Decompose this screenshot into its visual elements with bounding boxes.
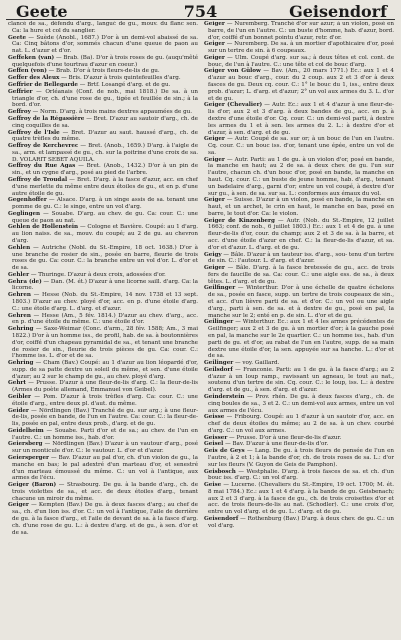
armorial-entry	[8, 502, 198, 536]
armorial-entry	[8, 109, 198, 116]
armorial-entry	[204, 516, 394, 530]
armorial-entry	[8, 408, 198, 428]
armorial-entry	[204, 414, 394, 434]
entry-blazon: — Cham (Bav.) Coupé: au 1 d'azur au lion léopardé d'or, supp. de sa patte dextre un soleil du même, et sen. d'une étoile d'azur; au 2 sur le champ de gu., au chev. ployé d'arg.	[12, 360, 198, 380]
entry-blazon: — Winterthur. Ec.: aux 1 et 4 les armes précédentes de Geilfinger; aux 2 et 3 de gu. à un mortier d'or; à la gauche posé en pal, la manche sur le 2e quartier. C.: un homme iss., hab. d'un parti de gu. et d'or, au rabat de l'un en l'autre, supp. de sa main dextre une étoile d'or, la sen. appuyée sur sa hanche. L.: d'or et de sa.	[208, 319, 394, 360]
entry-headword: Geffer des Aleux	[8, 75, 60, 82]
header-last-headword: Geisendorf	[289, 2, 387, 21]
armorial-entry	[8, 272, 198, 279]
entry-blazon: — Suisse. D'azur à un violon, posé en bande, la manche en haut, et un archet, le crin en haut, le manche en bas, posé en barre, le tout d'or. Ca: le violon.	[208, 197, 394, 217]
entry-blazon: — Strasbourg. De gu. à la bande d'arg., ch. de trois violettes de sa., et acc. de deux étoiles d'arg., tenant chacune un miroir du même.	[12, 482, 198, 502]
entry-blazon: — Prov. rhén. De gu. à deux fasces d'arg., ch. de cinq boules de sa., 3 et 2. C.: un demi-vol aux armes, entre un vol aux armes de l'écu.	[208, 393, 394, 414]
entry-blazon: — Lucerne. (Chevaliers du St.-Empire, 19 oct. 1700; M. ét. 8 mai 1784.) Ec.: aux 1 et 4 d'arg. à la bande de gu. Geisbenach; aux 2 et 3 d'arg. à la fasce de gu., ch. de trois croisettes d'or et acc. de trois fleurs-de-lis au nat. (Schodler). C.: une croix d'or, entre un vol d'arg. et de gu. L.: d'arg. et de gu.	[208, 482, 394, 516]
armorial-entry	[204, 136, 394, 156]
entry-headword: Geiersberg	[8, 441, 43, 448]
armorial-entry	[204, 68, 394, 102]
armorial-entry	[8, 75, 198, 82]
entry-headword: Geigy	[204, 251, 222, 258]
entry-headword: Geilinger	[204, 360, 234, 367]
entry-headword: Gehrt	[8, 380, 26, 387]
armorial-entry	[204, 448, 394, 468]
entry-blazon: — Hesse (Nob. du St.-Empire, 14 nov. 1738 et 13 sept. 1803.) D'azur au chev. ployé d'or, acc. en p. d'une étoile d'arg. C.: une étoile d'arg. L. d'arg. et d'azur.	[12, 292, 198, 312]
entry-headword: Geis de Geys	[204, 448, 245, 455]
entry-blazon: — Pom. D'azur à trois trèfles d'arg. Ca: cour. C.: une étoile d'arg., entre deux pl. d'aut. du même.	[12, 393, 198, 407]
entry-blazon: — Nuremberg. De sa. à un mortier d'apothicaire d'or, posé sur un tertre de sin. à 6 coupeaux.	[208, 41, 394, 55]
armorial-entry	[8, 163, 198, 177]
entry-headword: Geilsdorf	[204, 366, 233, 373]
armorial-entry	[8, 130, 198, 144]
entry-headword: Geiger	[204, 54, 225, 61]
entry-headword: Geiger	[204, 41, 225, 48]
entry-blazon: — Cologne et Bavière. Coupé: au 1 d'arg. au lion naiss. de sa., mouv. du coupé; au 2 de gu. au chevron d'arg.	[12, 224, 198, 244]
entry-blazon: — Bret. (Anob., 1432.) D'or à un pin de sin., et un cygne d'arg., posé au pied de l'arbre.	[12, 163, 198, 177]
entry-headword: Geffroy de Troudal	[8, 176, 68, 183]
armorial-entry	[204, 394, 394, 414]
entry-headword: Geffen (von)	[8, 68, 47, 75]
armorial-entry	[204, 55, 394, 69]
entry-headword: Geffroy de la Régassière	[8, 115, 85, 122]
entry-blazon: — Bret. D'azur au saut. haussé d'arg., ch. de quatre trèfles du même.	[12, 129, 198, 143]
running-header	[0, 2, 401, 20]
entry-blazon: — Franconie. Parti: au 1 de gu. à la fasce d'arg.; au 2 d'azur à un loup ramp., ravissant un agneau, le tout au nat., soutenu d'un tertre de sin. Cq. cour. C.: le loup, iss. L.: à dextre d'arg. et de gu., à sen. d'arg. et d'azur.	[208, 366, 394, 394]
entry-headword: Gehring	[8, 360, 34, 367]
entry-headword: Geffeken (van)	[8, 54, 55, 61]
entry-blazon: — Norm. D'arg. à trois mains dextres appaumées de gu.	[32, 109, 193, 116]
entry-blazon: — Saxe-Weimar (Conc. d'arm., 28 fév. 1588; Am., 3 mai 1822.) D'or à un homme iss., de profil, hab. de sa. à boutonnières d'or, coiffé d'un chapeau pyramidal de sa., et tenant une branche de rosier de sin., fleurie de trois pièces de gu. Ca: cour. C.: l'homme iss. L. d'or et de sa.	[12, 326, 198, 360]
armorial-entry	[8, 21, 198, 35]
entry-blazon: — Bret. D'azur au sautoir d'arg., ch. de cinq coquilles de sa.	[12, 115, 198, 129]
entry-headword: Geiger	[204, 265, 225, 272]
entry-headword: Gehlen	[8, 244, 31, 251]
armorial-entry	[8, 279, 198, 293]
entry-blazon: — Orléanais (Conf. de nob., mai 1818.) De sa. à un triangle d'or, ch. d'une rose de gu., tigée et feuillée de sin.; à la bord. d'or.	[12, 88, 198, 109]
entry-headword: Geisse	[204, 414, 225, 421]
entry-blazon: — Bav. D'azur à une fleur-de-lis d'or.	[225, 441, 329, 448]
entry-blazon: — Hesse (Am., 5 fév. 1814.) D'azur au chev. d'arg., acc. en p. d'une étoile du même. C.: une étoile d'or.	[12, 312, 198, 326]
armorial-entry	[8, 292, 198, 312]
armorial-entry	[8, 224, 198, 244]
armorial-entry	[8, 380, 198, 394]
entry-blazon: — Bret. D'arg. à la fasce d'azur, acc. en chef d'une merlette du même entre deux étoiles de gu., et en p. d'une autre étoile de gu.	[12, 176, 198, 197]
entry-headword: Gehring	[8, 326, 34, 333]
armorial-entry	[8, 143, 198, 163]
entry-blazon: — Prusse. D'or à une fleur-de-lis d'azur.	[229, 434, 342, 441]
armorial-entry	[204, 41, 394, 55]
entry-blazon: — voy. Gaillard.	[234, 360, 280, 367]
entry-blazon: — Bav. (Am., 20 mars 1771.) Ec.: aux 1 et 4 d'azur au bouc d'arg., cour. du 2 coup. aux 2 et 3 d'or à deux fasces de gu. Deux cq. cour. C.: 1° le bouc du 1, iss., entre deux prob. d'azur; L. d'arg. et d'azur; 2° un vol aux armes du 3. L. d'or et de gu.	[208, 68, 394, 102]
armorial-entry	[204, 319, 394, 360]
armorial-entry	[8, 482, 198, 502]
entry-blazon: — Dan. (M. ét.) D'azur à une licorne saill. d'arg. Ca: la licorne.	[12, 278, 198, 292]
entry-blazon: — Thuringe. D'azur à deux croix, adossées d'or.	[30, 271, 166, 278]
entry-blazon: — Bret. (Anob., 1659.) D'arg. à l'aigle de sa., arm. et lampassé de gu., ch. sur la poitrine d'une croix de sa. D. VOLARIT SEBET AQUILA.	[12, 143, 198, 163]
left-column	[8, 21, 198, 635]
armorial-entry	[204, 197, 394, 217]
entry-headword: Geisser	[204, 434, 228, 441]
entry-blazon: clancé de sa., défendu d'arg., languć de gu., mouv. du flanc sen. Ca: la hure et col du sanglier.	[8, 21, 198, 34]
entry-headword: Geiger (Baron)	[8, 482, 57, 489]
entry-blazon: — Kempten (Bav.) De gu. à deux fasces d'arg.; au chef de sa., ch. d'un lion iss. d'or. C.: un vol à l'antique, l'aile de derrière de gu. à la fasce d'arg., et l'aile de devant de sa. à la fasce d'arg. ch. d'une rose de gu. L.: à dextre d'arg. et de gu., à sen. d'or et de sa.	[12, 502, 198, 536]
armorial-entry	[8, 455, 198, 482]
entry-blazon: — Autr. Parti: au 1 de gu. à un violon d'or, posé en bande, la manche en haut; au 2 de sa. à deux chev. de gu. l'un sur l'autre, chacun ch. d'un bouc d'or, posé en bande, la manche en haut. Cq. cour. C.: un buste de jeune homme, hab. d'arg., tenant un badelaire d'arg., garni d'or; entre un vol coupé, à dextre d'or sur gu., à sen. de sa. sur sa. L.: conformes aux émaux du vol.	[208, 156, 394, 197]
entry-headword: Geisbosch	[204, 468, 236, 475]
entry-headword: Gehra (de)	[8, 278, 42, 285]
entry-blazon: — Souabe. D'arg. au chev. de gu. Ca: cour. C.: une queue de paon au nat.	[12, 210, 198, 224]
armorial-entry	[8, 197, 198, 211]
armorial-entry	[8, 326, 198, 360]
entry-blazon: — Brab. D'or à trois fleurs-de-lis de gu.	[48, 68, 160, 75]
armorial-entry	[204, 157, 394, 198]
entry-headword: Geiger	[204, 197, 225, 204]
right-column	[204, 21, 394, 635]
entry-blazon: — Bâle. D'arg. à la fasce bretessée de gu., acc. de trois fers de faucille de sa. Ca: cour. C.: une aigle ess. de sa., à deux têtes. L. d'arg. et de gu.	[208, 265, 394, 285]
entry-blazon: — Bris. D'azur à trois quintefeuilles d'arg.	[61, 75, 181, 82]
armorial-entry	[8, 116, 198, 130]
entry-headword: Geffrier	[8, 88, 33, 95]
entry-headword: Geiger	[204, 136, 225, 143]
entry-headword: Geiger von Gülow	[204, 68, 261, 75]
entry-blazon: — Souabe. Parti d'or et de sa.; au chev. de l'un en l'autre. C.: un homme iss., hab. d'or.	[12, 427, 198, 441]
armorial-entry	[204, 367, 394, 394]
entry-headword: Geisendorf	[204, 516, 239, 523]
entry-blazon: — Nördlingen (Bav.) D'azur à un vautour d'arg., posé sur un monticule d'or. C.: le vautour. L. d'or et d'azur.	[12, 441, 198, 455]
armorial-entry	[8, 245, 198, 272]
armorial-entry	[204, 285, 394, 319]
header-rule	[6, 19, 395, 20]
armorial-entry	[204, 218, 394, 252]
entry-headword: Gehler	[8, 271, 30, 278]
entry-blazon: — Bav. D'azur au pal d'or, ch. d'un violon de gu., la manche en bas; le pal adextré d'un marteau d'or, et senestré d'un marteau émoussé du même. C.: un vol à l'antique, aux armes de l'écu.	[12, 455, 198, 482]
armorial-entry	[8, 394, 198, 408]
entry-blazon: — Prusse. D'azur à une fleur-de-lis d'arg. C.: la fleur-de-lis (Armes du poète allemand, Emmanuel von Geibel).	[12, 380, 198, 394]
armorial-entry	[8, 211, 198, 225]
entry-headword: Geiger	[8, 502, 29, 509]
entry-headword: Geffroy	[8, 109, 31, 116]
entry-headword: Geiger de Kinzenberg	[204, 217, 275, 224]
entry-headword: Geffroy de l'Isle	[8, 129, 60, 136]
armorial-entry	[8, 313, 198, 327]
entry-headword: Geibler	[8, 393, 32, 400]
entry-headword: Geiersperger	[8, 455, 49, 461]
entry-blazon: — Fribourg. Coupé: au 1 d'azur à un sautoir d'or, acc. en chef de deux étoiles du même; au 2 de sa. à un chev. courbé d'arg. C.: un vol aux armes.	[208, 414, 394, 434]
armorial-entry	[204, 265, 394, 285]
entry-headword: Geilfinger	[204, 285, 236, 292]
entry-headword: Geiger	[204, 156, 225, 163]
armorial-entry	[8, 89, 198, 109]
entry-headword: Geidelheim	[8, 427, 44, 434]
entry-headword: Geffroy du Rue Agas	[8, 163, 76, 170]
entry-headword: Geete	[8, 34, 27, 41]
header-first-headword: Geete	[16, 2, 68, 21]
entry-headword: Geise	[204, 482, 222, 489]
armorial-entry	[8, 55, 198, 69]
entry-blazon: — Nuremberg. Tranché d'or sur azur; à un violon, posé en barre, de l'un en l'autre. C.: un buste d'homme, hab. d'azur, bord. d'or, coiffé d'un bonnet pointu d'azur, retr. d'or.	[208, 21, 394, 41]
entry-blazon: — Brtf. Losangé d'arg. et de gu.	[79, 82, 171, 89]
entry-blazon: — Bâle. D'azur à un tauteur iss. d'arg., sou- tenu d'un tertre de sin. C.: l'autour. L. d'arg. et d'azur.	[208, 251, 394, 265]
entry-blazon: — Brab. (Ba). D'or à trois roses de gu. (auqu'mêté quelquefois d'une tourtrau d'azur en coeur.)	[12, 54, 198, 68]
armorial-entry	[8, 360, 198, 380]
armorial-entry	[204, 482, 394, 516]
entry-blazon: — Autr. Ec.: aux 1 et 4 d'azur à une fleur-de-lis d'or; aux 2 et 3 d'arg. à deux bandes de gu., acc. en p. à dextre d'une étoile d'or. Cq. cour. C.: un demi-vol parti, à dextre les armes du 1 et à sen. les armes du 2. L.: à dextre d'or et d'azur, à sen. d'arg. et de gu.	[208, 102, 394, 136]
armorial-entry	[204, 360, 394, 367]
entry-headword: Geinderstein	[204, 393, 245, 400]
entry-headword: Geisel	[204, 441, 224, 448]
entry-blazon: — Autriche (Nobl. du St.-Empire, 18 oct. 1638.) D'or à une branche de rosier de sin., posée en barre, fleurie de trois roses de gu. Ca: cour. C.: la branche entre un vol d'or. L. d'or et de sa.	[12, 244, 198, 272]
entry-headword: Geffroy de Kerchevrec	[8, 143, 79, 150]
armorial-entry	[204, 102, 394, 136]
entry-blazon: — Ulm. Coupé d'arg. sur sa.; à deux têtes et col. cont. de bouc, de l'un à l'autre. C.: une tête et col de bouc d'arg.	[208, 54, 394, 68]
armorial-entry	[8, 441, 198, 455]
armorial-entry	[8, 177, 198, 197]
entry-blazon: — Winterthur. D'or à une échelle de quatre échelons de sa., posée en fasce, supp. un tertre de trois coupeaux de sin., et acc. d'un lièvre parti de sa. et d'or. C.: un vol ou une aigle d'arg., parti à sen. de sa. et à dextre de gu., posé en pal, la manche sur le 2; enté en p. de sin. L. d'or et de gu.	[208, 285, 394, 319]
entry-blazon: — Suède (Anobl., 1687.) D'or à un demi-vol abaissé de sa. Ca: Cinq bâtons d'or, sommés chacun d'une queue de paon au nat. L. d'azur et d'or.	[12, 34, 198, 55]
entry-blazon: — Nördlingen (Bav.) Tranché de gu. sur arg.; à une fleur-de-lis, posée en bande, de l'un en l'autre. Ca: cour. C.: la fleur-de-lis, posée en pal, entre deux prob., d'arg. et de gu.	[12, 407, 198, 428]
armorial-entry	[8, 82, 198, 89]
entry-headword: Geider	[8, 407, 29, 414]
entry-blazon: — Westphalie. D'arg. à trois fasces de sa. et ch. d'un bouc iss. d'arg. C.: un vol d'arg.	[208, 468, 394, 482]
entry-headword: Gegenhoffer	[8, 197, 47, 204]
entry-blazon: — Alsace. D'arg. à un singe assis de sa. tenant une pomme de gu. C.: le singe, entre un vol d'arg.	[12, 197, 198, 211]
armorial-entry	[204, 21, 394, 41]
entry-blazon: — Autr. (Nob. du St.-Empire, 12 juillet 1663; conf. de nob., 6 juillet 1803.) Ec.: aux 1 et 4 de gu. à une fleur-de-lis d'or, cour. du champ; aux 2 et 3 de sa. à la barre, et acc. d'une étoile d'azur en chef. C.: la fleur-de-lis d'azur, et sa. d'or et d'azur. L. d'arg. et de gu.	[208, 217, 394, 251]
entry-blazon: — Autr. Coupé de sa. sur or; à un bouc de l'un en l'autre. Cq. cour. C.: un bouc iss. d'or, tenant une épée, entre un vol de sa.	[208, 136, 394, 156]
entry-headword: Gehlen de Hollenstein	[8, 224, 79, 231]
armorial-entry	[204, 252, 394, 266]
entry-headword: Geffrier de Bellegarde	[8, 82, 78, 89]
armorial-entry	[8, 428, 198, 442]
entry-headword: Gehren	[8, 292, 31, 299]
armorial-entry	[8, 35, 198, 55]
page-number: 754	[183, 2, 218, 21]
entry-headword: Geiger	[204, 21, 225, 27]
entry-blazon: — Rothenburg (Bav.) D'arg. à deux chev. de gu. C.: un vol d'arg.	[208, 516, 394, 529]
armorial-entry	[204, 469, 394, 483]
entry-blazon: — Lang. De gu. à trois fleurs de pensée de l'un en l'autre, à 2 et 1; à la bande d'or, ch. de trois roses de sa. L.: d'or sur les fleurs (V. Guyon de Geis de Pamphon).	[208, 448, 394, 468]
entry-headword: Gehren	[8, 312, 31, 319]
entry-headword: Geilinger	[204, 319, 234, 326]
entry-headword: Geglingen	[8, 210, 41, 217]
entry-headword: Geiger (Chevalier)	[204, 102, 263, 109]
